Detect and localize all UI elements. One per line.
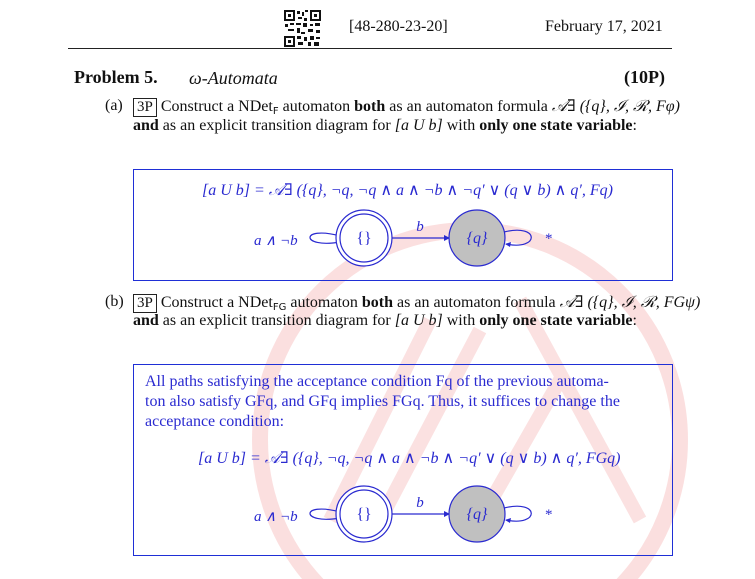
header-rule (68, 48, 672, 49)
self-loop-right (504, 230, 531, 245)
answer-b-diagram (240, 481, 570, 546)
part-a-label: (a) (105, 97, 123, 114)
state-empty-label: {} (356, 230, 372, 247)
loop-left-label: a ∧ ¬b (254, 233, 298, 249)
self-loop-right-arrowhead (505, 518, 511, 523)
part-a-line1: 3P Construct a NDet$_F$ automaton both as an automaton formula 𝒜∃ ({q}, ℐ, ℛ, Fφ) (133, 96, 680, 117)
part-a-line2: and as an explicit transition diagram for [a U b] with only one state variable: (133, 117, 637, 134)
loop-left-label: a ∧ ¬b (254, 509, 298, 525)
exam-id: [48-280-23-20] (349, 18, 448, 35)
part-b-line1: 3P Construct a NDet$_{FG}$ automaton both as an automaton formula 𝒜∃ ({q}, ℐ, ℛ, FGψ) (133, 292, 700, 313)
part-b-formula: 𝒜∃ ({q}, ℐ, ℛ, FGψ) (559, 294, 701, 311)
part-b-label: (b) (105, 293, 124, 310)
problem-points: (10P) (624, 67, 665, 87)
state-q-label: {q} (466, 506, 488, 523)
answer-a-formula: [a U b] = 𝒜∃ ({q}, ¬q, ¬q ∧ a ∧ ¬b ∧ ¬q′ ∨ (q ∨ b) ∧ q′, Fq) (202, 182, 613, 199)
part-b-points: 3P (133, 294, 157, 313)
self-loop-right-arrowhead (505, 242, 511, 247)
loop-right-label: * (545, 231, 553, 247)
state-q-label: {q} (466, 230, 488, 247)
edge-b-label: b (416, 495, 424, 511)
exam-date: February 17, 2021 (545, 18, 663, 35)
answer-b-formula: [a U b] = 𝒜∃ ({q}, ¬q, ¬q ∧ a ∧ ¬b ∧ ¬q′ ∨ (q ∨ b) ∧ q′, FGq) (198, 450, 621, 467)
answer-b-text: All paths satisfying the acceptance condition Fq of the previous automa- ton also satisfy GFq, and GFq implies FGq. Thus, it suffices to change the acceptance condition: (145, 373, 620, 430)
answer-a-diagram (240, 205, 570, 270)
part-a-points: 3P (133, 98, 157, 117)
part-a-formula: 𝒜∃ ({q}, ℐ, ℛ, Fφ) (551, 98, 680, 115)
edge-b-label: b (416, 219, 424, 235)
loop-right-label: * (545, 507, 553, 523)
state-empty-label: {} (356, 506, 372, 523)
problem-label: Problem 5. (74, 67, 158, 87)
problem-subtitle: ω-Automata (189, 68, 278, 88)
qr-code (284, 10, 321, 47)
self-loop-right (504, 506, 531, 521)
part-b-line2: and as an explicit transition diagram for [a U b] with only one state variable: (133, 312, 637, 329)
